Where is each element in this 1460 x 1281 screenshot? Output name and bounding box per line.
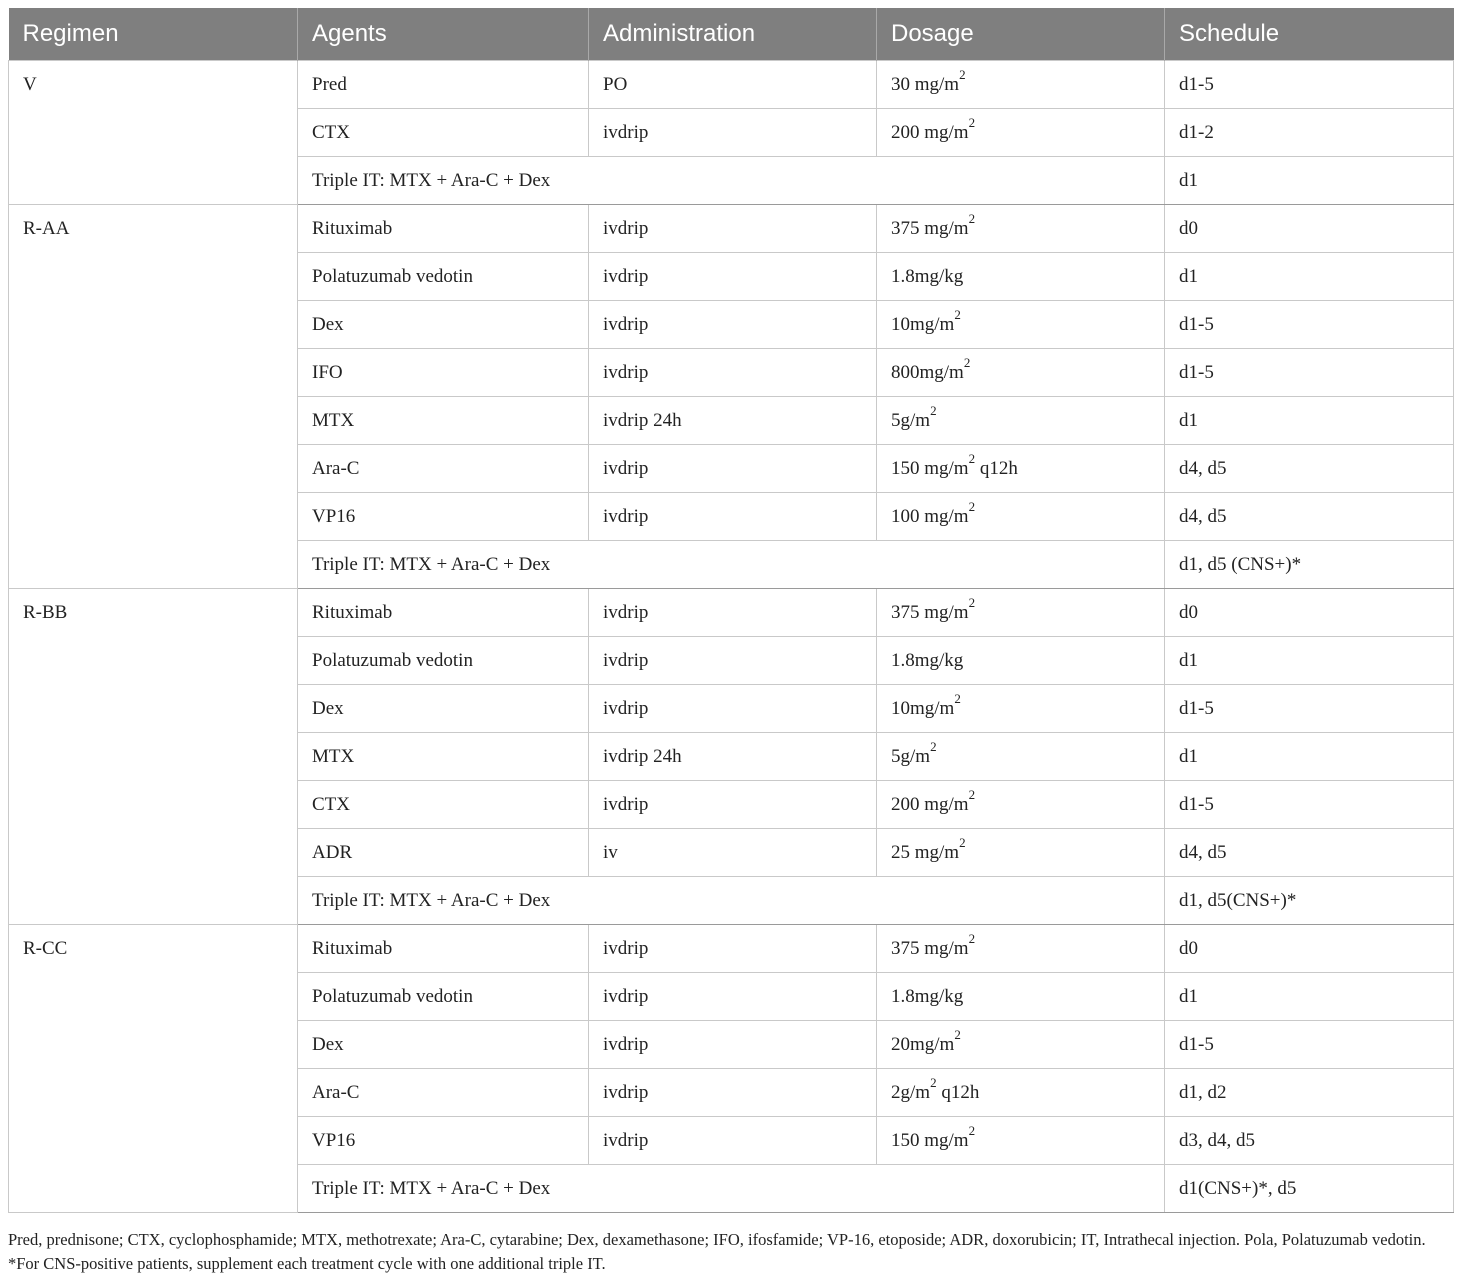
- dosage-value: 375 mg/m: [891, 217, 969, 239]
- dosage-cell: [877, 205, 1165, 253]
- agent-cell: CTX: [298, 109, 589, 157]
- schedule-cell: d1: [1165, 253, 1454, 301]
- agent-cell: Polatuzumab vedotin: [298, 637, 589, 685]
- agent-cell: Pred: [298, 61, 589, 109]
- administration-cell: ivdrip: [589, 253, 877, 301]
- dosage-exponent: 2: [959, 835, 966, 851]
- administration-cell: ivdrip: [589, 205, 877, 253]
- dosage-value: 25 mg/m: [891, 841, 960, 863]
- table-footnote: Pred, prednisone; CTX, cyclophosphamide; MTX, methotrexate; Ara-C, cytarabine; Dex, dexamethasone; IFO, ifosfamide; VP-16, etoposide; ADR, doxorubicin; IT, Intrathecal injection. Pola, Polatuzumab vedotin. *For CNS-positive patients, supplement each treatment cycle with one additional triple IT.: [8, 1230, 1426, 1273]
- intrathecal-label: Triple IT: MTX + Ara-C + Dex: [298, 541, 1165, 589]
- dosage-value: 150 mg/m: [891, 1129, 969, 1151]
- schedule-cell: d0: [1165, 205, 1454, 253]
- dosage-cell: [877, 1117, 1165, 1165]
- dosage-exponent: 2: [968, 451, 976, 467]
- regimen-cell: V: [9, 61, 298, 205]
- agent-cell: Polatuzumab vedotin: [298, 253, 589, 301]
- administration-cell: iv: [589, 829, 877, 877]
- dosage-cell: [877, 1069, 1165, 1117]
- dosage-exponent: 2: [930, 739, 937, 755]
- dosage-cell: [877, 445, 1165, 493]
- dosage-exponent: 2: [930, 1075, 937, 1091]
- table-body: [9, 61, 1454, 1213]
- dosage-exponent: 2: [954, 691, 961, 707]
- dosage-cell: [877, 109, 1165, 157]
- dosage-value: 1.8mg/kg: [891, 985, 964, 1007]
- intrathecal-schedule: d1, d5(CNS+)*: [1165, 877, 1454, 925]
- dosage-cell: [877, 61, 1165, 109]
- administration-cell: ivdrip: [589, 637, 877, 685]
- agent-cell: Ara-C: [298, 1069, 589, 1117]
- schedule-cell: d1, d2: [1165, 1069, 1454, 1117]
- dosage-suffix: q12h: [975, 457, 1018, 479]
- dosage-cell: [877, 925, 1165, 973]
- dosage-cell: [877, 589, 1165, 637]
- administration-cell: ivdrip: [589, 685, 877, 733]
- schedule-cell: d1-2: [1165, 109, 1454, 157]
- agent-cell: Rituximab: [298, 589, 589, 637]
- schedule-cell: d4, d5: [1165, 829, 1454, 877]
- header-agents: Agents: [298, 8, 589, 61]
- dosage-suffix: q12h: [936, 1081, 980, 1103]
- administration-cell: ivdrip: [589, 1117, 877, 1165]
- dosage-exponent: 2: [968, 1123, 976, 1139]
- dosage-cell: [877, 1021, 1165, 1069]
- dosage-exponent: 2: [968, 787, 976, 803]
- schedule-cell: d0: [1165, 925, 1454, 973]
- agent-cell: MTX: [298, 397, 589, 445]
- dosage-exponent: 2: [968, 211, 976, 227]
- dosage-value: 20mg/m: [891, 1033, 955, 1055]
- administration-cell: ivdrip: [589, 349, 877, 397]
- schedule-cell: d1: [1165, 733, 1454, 781]
- intrathecal-schedule: d1(CNS+)*, d5: [1165, 1165, 1454, 1213]
- schedule-cell: d4, d5: [1165, 445, 1454, 493]
- schedule-cell: d1: [1165, 637, 1454, 685]
- table-header: [9, 8, 1454, 61]
- regimen-table-container: [8, 8, 1453, 1213]
- administration-cell: ivdrip: [589, 973, 877, 1021]
- header-schedule: Schedule: [1165, 8, 1454, 61]
- administration-cell: ivdrip: [589, 1069, 877, 1117]
- administration-cell: ivdrip: [589, 445, 877, 493]
- administration-cell: ivdrip 24h: [589, 733, 877, 781]
- header-regimen: Regimen: [9, 8, 298, 61]
- schedule-cell: d1: [1165, 973, 1454, 1021]
- intrathecal-schedule: d1: [1165, 157, 1454, 205]
- schedule-cell: d1: [1165, 397, 1454, 445]
- dosage-exponent: 2: [968, 931, 976, 947]
- agent-cell: Rituximab: [298, 205, 589, 253]
- intrathecal-label: Triple IT: MTX + Ara-C + Dex: [298, 1165, 1165, 1213]
- dosage-exponent: 2: [959, 67, 966, 83]
- dosage-value: 200 mg/m: [891, 793, 969, 815]
- dosage-value: 10mg/m: [891, 697, 955, 719]
- dosage-value: 100 mg/m: [891, 505, 969, 527]
- dosage-value: 375 mg/m: [891, 601, 969, 623]
- agent-cell: Ara-C: [298, 445, 589, 493]
- schedule-cell: d1-5: [1165, 685, 1454, 733]
- agent-cell: Dex: [298, 1021, 589, 1069]
- header-dosage: Dosage: [877, 8, 1165, 61]
- dosage-cell: [877, 637, 1165, 685]
- dosage-cell: [877, 301, 1165, 349]
- dosage-value: 30 mg/m: [891, 73, 960, 95]
- dosage-exponent: 2: [954, 307, 961, 323]
- dosage-cell: [877, 781, 1165, 829]
- dosage-value: 150 mg/m: [891, 457, 969, 479]
- table-row: [9, 61, 1454, 109]
- dosage-cell: [877, 493, 1165, 541]
- dosage-value: 5g/m: [891, 409, 931, 431]
- regimen-cell: R-AA: [9, 205, 298, 589]
- header-row: [9, 8, 1454, 61]
- schedule-cell: d1-5: [1165, 61, 1454, 109]
- dosage-value: 2g/m: [891, 1081, 931, 1103]
- dosage-cell: [877, 829, 1165, 877]
- dosage-value: 10mg/m: [891, 313, 955, 335]
- table-row: [9, 589, 1454, 637]
- schedule-cell: d0: [1165, 589, 1454, 637]
- header-administration: Administration: [589, 8, 877, 61]
- agent-cell: Dex: [298, 685, 589, 733]
- intrathecal-label: Triple IT: MTX + Ara-C + Dex: [298, 877, 1165, 925]
- regimen-table: [8, 8, 1454, 1213]
- administration-cell: PO: [589, 61, 877, 109]
- dosage-cell: [877, 973, 1165, 1021]
- administration-cell: ivdrip: [589, 301, 877, 349]
- administration-cell: ivdrip: [589, 1021, 877, 1069]
- administration-cell: ivdrip: [589, 781, 877, 829]
- agent-cell: ADR: [298, 829, 589, 877]
- dosage-value: 800mg/m: [891, 361, 964, 383]
- agent-cell: CTX: [298, 781, 589, 829]
- schedule-cell: d1-5: [1165, 1021, 1454, 1069]
- dosage-cell: [877, 253, 1165, 301]
- agent-cell: Polatuzumab vedotin: [298, 973, 589, 1021]
- dosage-exponent: 2: [954, 1027, 961, 1043]
- administration-cell: ivdrip: [589, 925, 877, 973]
- administration-cell: ivdrip: [589, 589, 877, 637]
- dosage-exponent: 2: [968, 499, 976, 515]
- dosage-exponent: 2: [963, 355, 971, 371]
- dosage-exponent: 2: [968, 115, 976, 131]
- dosage-value: 375 mg/m: [891, 937, 969, 959]
- agent-cell: VP16: [298, 1117, 589, 1165]
- dosage-exponent: 2: [968, 595, 976, 611]
- dosage-cell: [877, 733, 1165, 781]
- schedule-cell: d4, d5: [1165, 493, 1454, 541]
- agent-cell: Dex: [298, 301, 589, 349]
- administration-cell: ivdrip: [589, 109, 877, 157]
- agent-cell: Rituximab: [298, 925, 589, 973]
- agent-cell: VP16: [298, 493, 589, 541]
- table-row: [9, 925, 1454, 973]
- dosage-exponent: 2: [930, 403, 937, 419]
- intrathecal-label: Triple IT: MTX + Ara-C + Dex: [298, 157, 1165, 205]
- agent-cell: MTX: [298, 733, 589, 781]
- agent-cell: IFO: [298, 349, 589, 397]
- schedule-cell: d1-5: [1165, 301, 1454, 349]
- dosage-cell: [877, 349, 1165, 397]
- intrathecal-schedule: d1, d5 (CNS+)*: [1165, 541, 1454, 589]
- dosage-value: 1.8mg/kg: [891, 649, 964, 671]
- schedule-cell: d1-5: [1165, 781, 1454, 829]
- regimen-cell: R-BB: [9, 589, 298, 925]
- dosage-value: 200 mg/m: [891, 121, 969, 143]
- dosage-value: 1.8mg/kg: [891, 265, 964, 287]
- table-row: [9, 205, 1454, 253]
- regimen-cell: R-CC: [9, 925, 298, 1213]
- dosage-cell: [877, 397, 1165, 445]
- schedule-cell: d1-5: [1165, 349, 1454, 397]
- administration-cell: ivdrip 24h: [589, 397, 877, 445]
- administration-cell: ivdrip: [589, 493, 877, 541]
- schedule-cell: d3, d4, d5: [1165, 1117, 1454, 1165]
- dosage-cell: [877, 685, 1165, 733]
- dosage-value: 5g/m: [891, 745, 931, 767]
